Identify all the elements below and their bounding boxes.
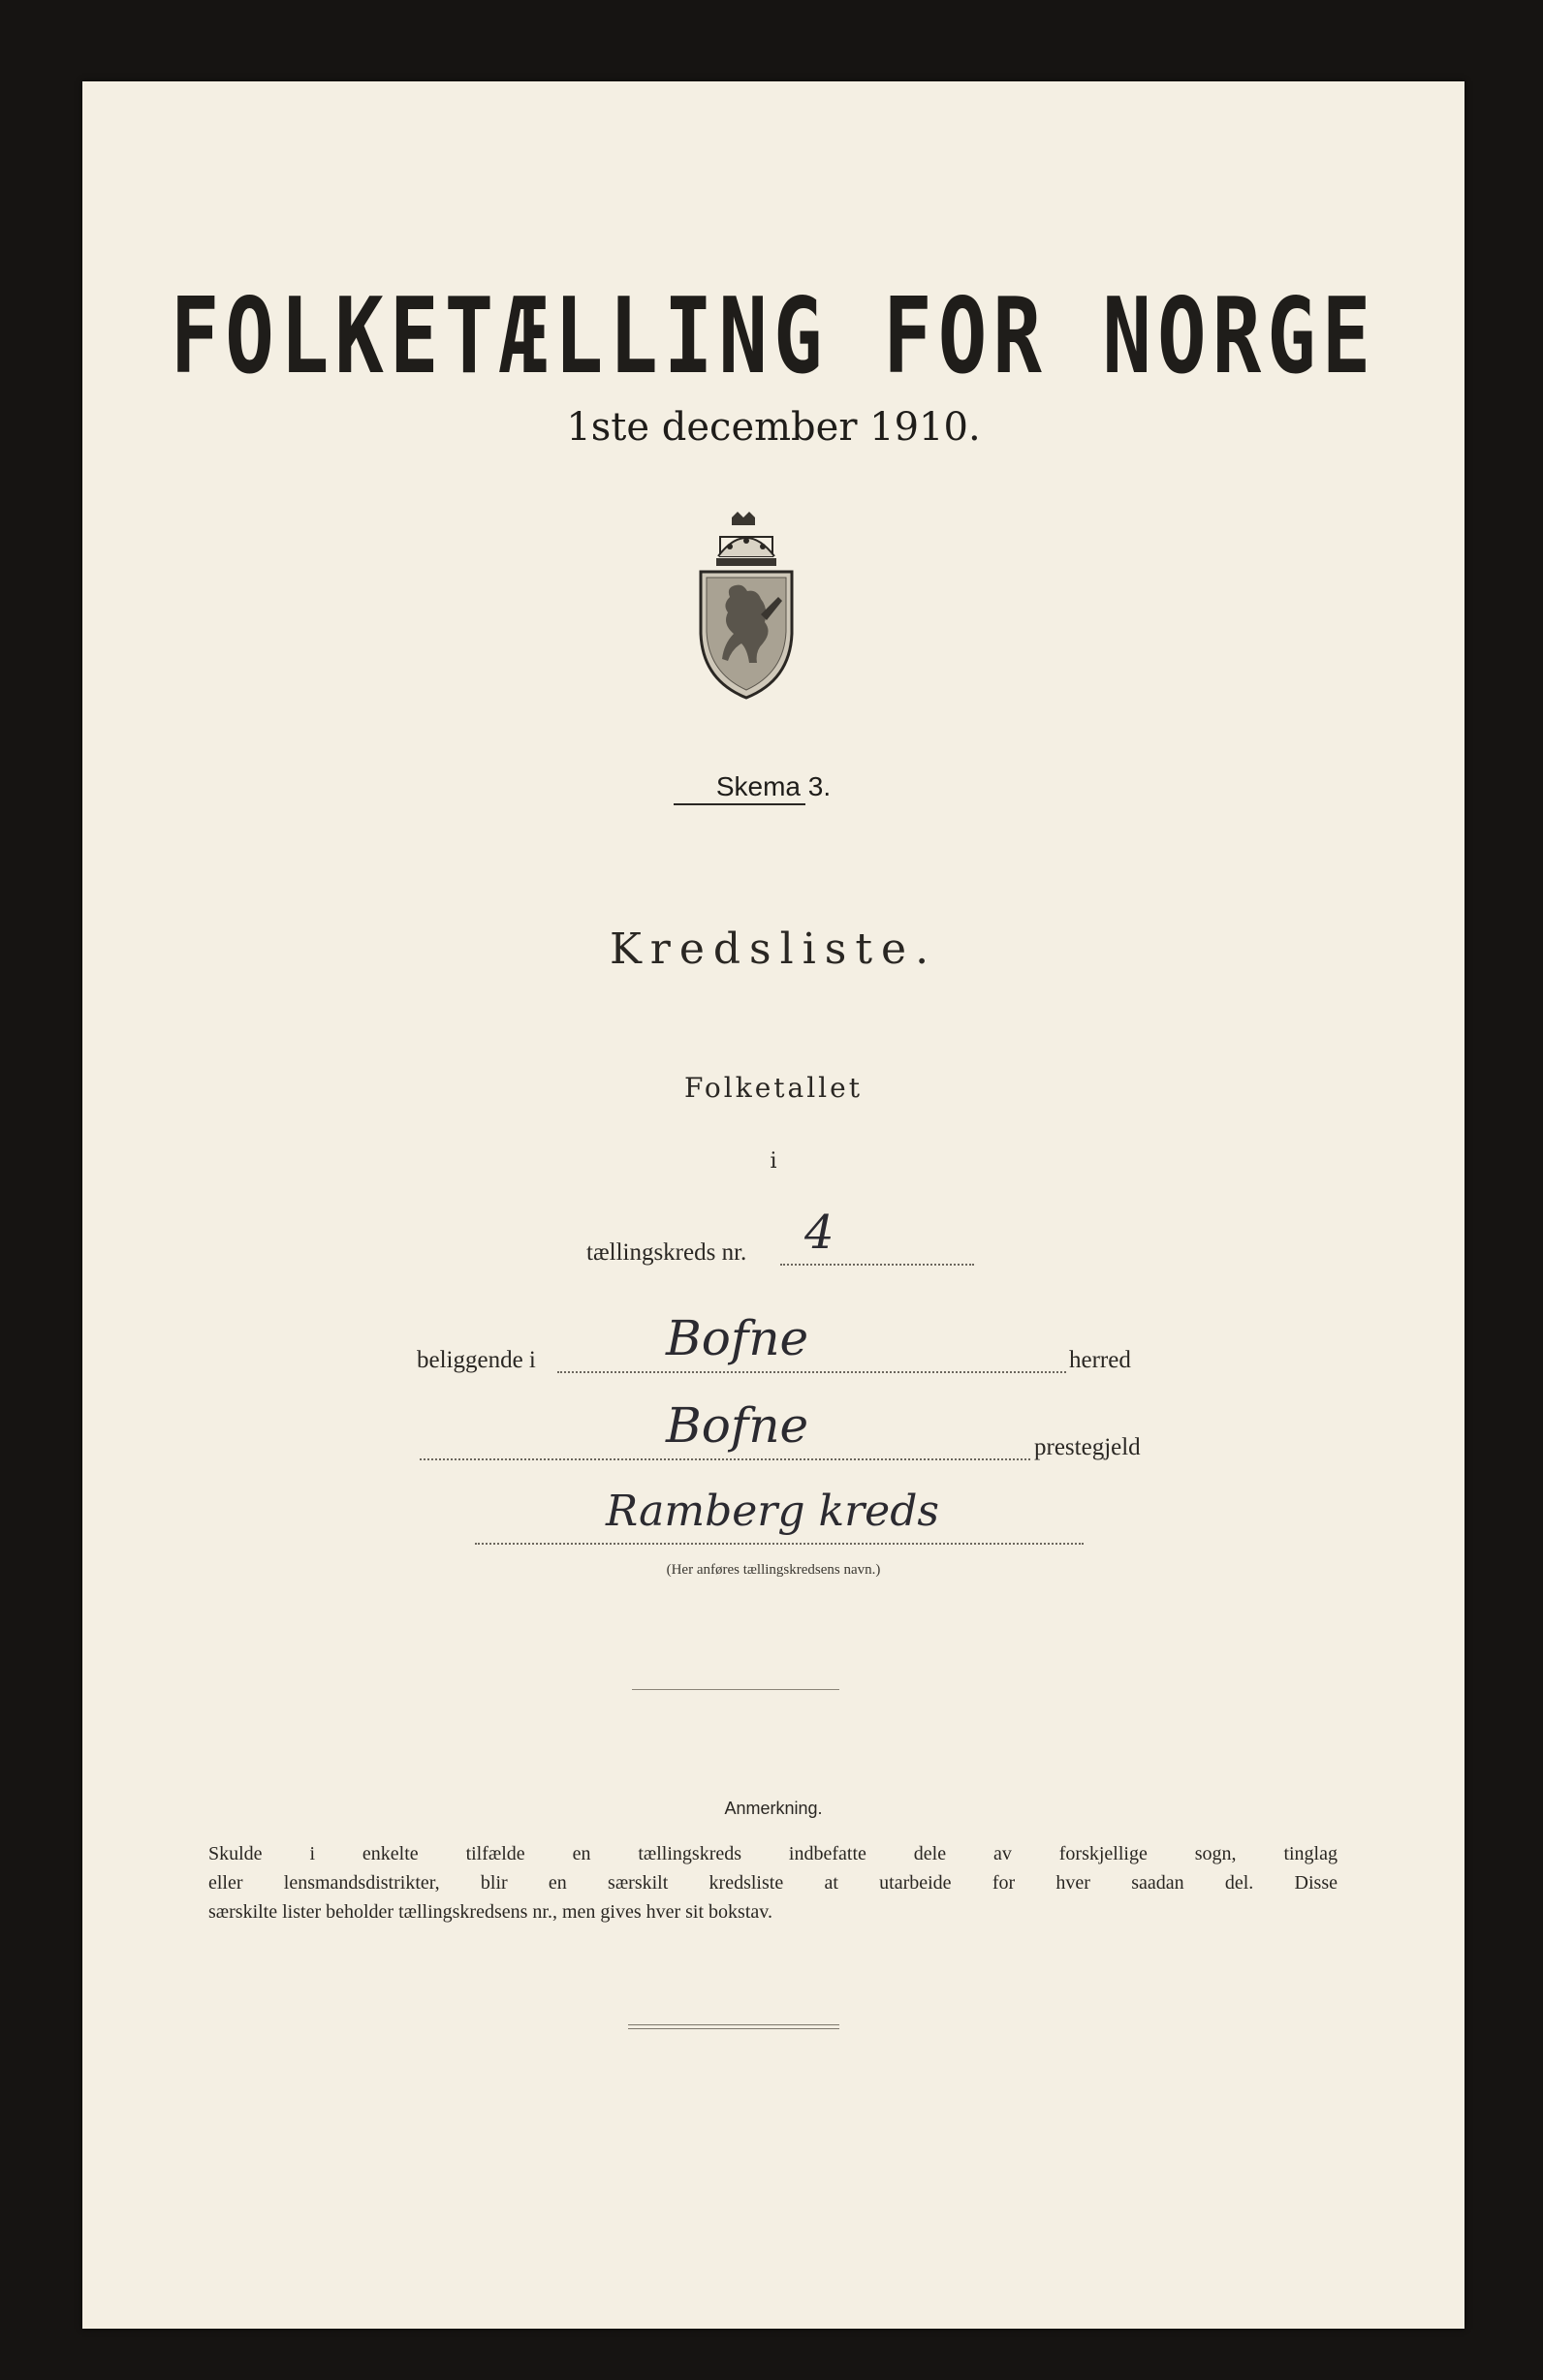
prestegjeld-label: prestegjeld <box>1034 1434 1141 1460</box>
note-title: Anmerkning. <box>724 1799 823 1818</box>
form-heading: Kredsliste. <box>609 924 938 974</box>
norwegian-coat-of-arms-icon <box>693 508 800 702</box>
kreds-name-value: Ramberg kreds <box>606 1487 939 1536</box>
located-in-label: beliggende i <box>417 1347 536 1373</box>
preposition-text: i <box>770 1149 777 1174</box>
document-title: FOLKETÆLLING FOR NORGE <box>170 275 1377 397</box>
section-divider <box>632 1689 839 1690</box>
schema-underline <box>674 803 805 805</box>
bottom-rule-upper <box>628 2024 839 2025</box>
form-subheading: Folketallet <box>684 1072 863 1104</box>
district-number-line <box>780 1264 974 1266</box>
census-form-page <box>82 81 1464 2329</box>
note-line-2: eller lensmandsdistrikter, blir en særskilt kredsliste at utarbeide for hver saadan del. Disse <box>208 1872 1338 1894</box>
kreds-name-line <box>475 1543 1084 1545</box>
district-number-label: tællingskreds nr. <box>586 1239 747 1266</box>
prestegjeld-value: Bofne <box>666 1397 809 1454</box>
herred-value: Bofne <box>666 1310 809 1366</box>
bottom-rule-lower <box>628 2028 839 2029</box>
census-date: 1ste december 1910. <box>566 405 981 450</box>
herred-label: herred <box>1069 1347 1131 1373</box>
herred-line <box>557 1371 1066 1373</box>
kreds-name-caption: (Her anføres tællingskredsens navn.) <box>666 1562 881 1578</box>
note-line-3: særskilte lister beholder tællingskredsens nr., men gives hver sit bokstav. <box>208 1901 772 1923</box>
district-number-value: 4 <box>804 1206 834 1260</box>
prestegjeld-line <box>420 1458 1030 1460</box>
schema-number: Skema 3. <box>715 771 832 801</box>
note-line-1: Skulde i enkelte tilfælde en tællingskreds indbefatte dele av forskjellige sogn, tinglag <box>208 1843 1338 1864</box>
